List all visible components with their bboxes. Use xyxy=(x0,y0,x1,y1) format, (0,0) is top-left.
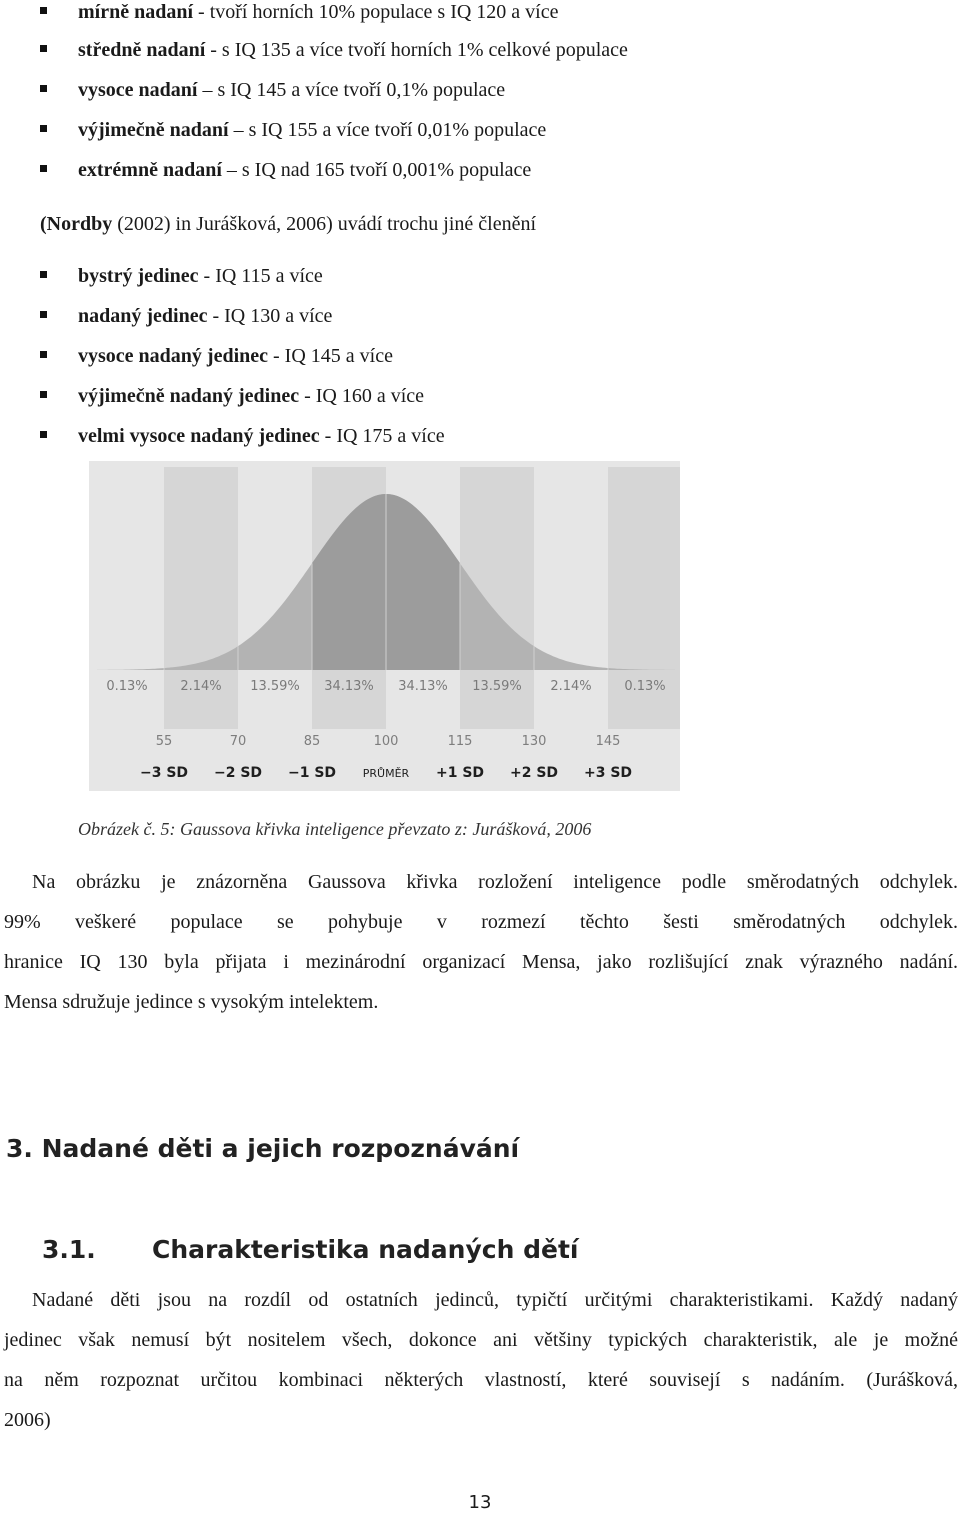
percentage-label: 0.13% xyxy=(106,679,148,694)
percentage-label: 2.14% xyxy=(550,679,592,694)
paragraph xyxy=(4,1280,958,1440)
bullet-icon xyxy=(40,165,47,172)
iq-tick-label: 55 xyxy=(155,734,173,749)
bullet-icon xyxy=(40,125,47,132)
percentage-label: 34.13% xyxy=(398,679,448,694)
section-heading: 3. Nadané děti a jejich rozpoznávání xyxy=(6,1134,520,1163)
iq-tick-label: 130 xyxy=(521,734,547,749)
paragraph-line: na něm rozpoznat určitou kombinaci některých vlastností, které souvisejí s nadáním. (Jurášková, xyxy=(4,1369,958,1391)
page-number: 13 xyxy=(468,1492,492,1513)
iq-tick-label: 145 xyxy=(595,734,621,749)
bullet-icon xyxy=(40,271,47,278)
bullet-icon xyxy=(40,45,47,52)
sd-label: +3 SD xyxy=(583,765,633,781)
bullet-icon xyxy=(40,85,47,92)
sd-label: +2 SD xyxy=(509,765,559,781)
paragraph-line: hranice IQ 130 byla přijata i mezinárodní organizací Mensa, jako rozlišující znak výrazného nadání. xyxy=(4,951,958,973)
iq-tick-label: 70 xyxy=(229,734,247,749)
paragraph-line: Mensa sdružuje jedince s vysokým intelektem. xyxy=(4,991,379,1013)
bullet-icon xyxy=(40,351,47,358)
iq-tick-label: 115 xyxy=(447,734,473,749)
bullet-icon xyxy=(40,431,47,438)
iq-tick-label: 85 xyxy=(303,734,321,749)
sd-label: −1 SD xyxy=(287,765,337,781)
list-intro: (Nordby (2002) in Jurášková, 2006) uvádí trochu jiné členění xyxy=(40,213,537,235)
sd-label: −2 SD xyxy=(213,765,263,781)
iq-tick-label: 100 xyxy=(373,734,399,749)
sd-label: +1 SD xyxy=(435,765,485,781)
percentage-label: 13.59% xyxy=(250,679,300,694)
paragraph-line: 2006) xyxy=(4,1409,51,1431)
bullet-icon xyxy=(40,311,47,318)
subsection-number: 3.1. xyxy=(42,1235,96,1264)
gaussian-curve-chart xyxy=(89,461,680,791)
paragraph xyxy=(4,862,958,1022)
mean-label: PRŮMĚR xyxy=(362,767,410,780)
subsection-heading: Charakteristika nadaných dětí xyxy=(152,1235,579,1264)
sd-label: −3 SD xyxy=(139,765,189,781)
figure-caption: Obrázek č. 5: Gaussova křivka inteligence převzato z: Jurášková, 2006 xyxy=(78,819,592,839)
paragraph-line: Na obrázku je znázorněna Gaussova křivka rozložení inteligence podle směrodatných odchylek. xyxy=(32,871,958,893)
percentage-label: 2.14% xyxy=(180,679,222,694)
bullet-icon xyxy=(40,7,47,14)
percentage-label: 34.13% xyxy=(324,679,374,694)
percentage-label: 13.59% xyxy=(472,679,522,694)
paragraph-line: 99% veškeré populace se pohybuje v rozmezí těchto šesti směrodatných odchylek. xyxy=(4,911,958,933)
bullet-icon xyxy=(40,391,47,398)
paragraph-line: jedinec však nemusí být nositelem všech, dokonce ani většiny typických charakteristik, ale je možné xyxy=(4,1329,958,1351)
percentage-label: 0.13% xyxy=(624,679,666,694)
paragraph-line: Nadané děti jsou na rozdíl od ostatních jedinců, typičtí určitými charakteristikami. Každý nadaný xyxy=(32,1289,958,1311)
